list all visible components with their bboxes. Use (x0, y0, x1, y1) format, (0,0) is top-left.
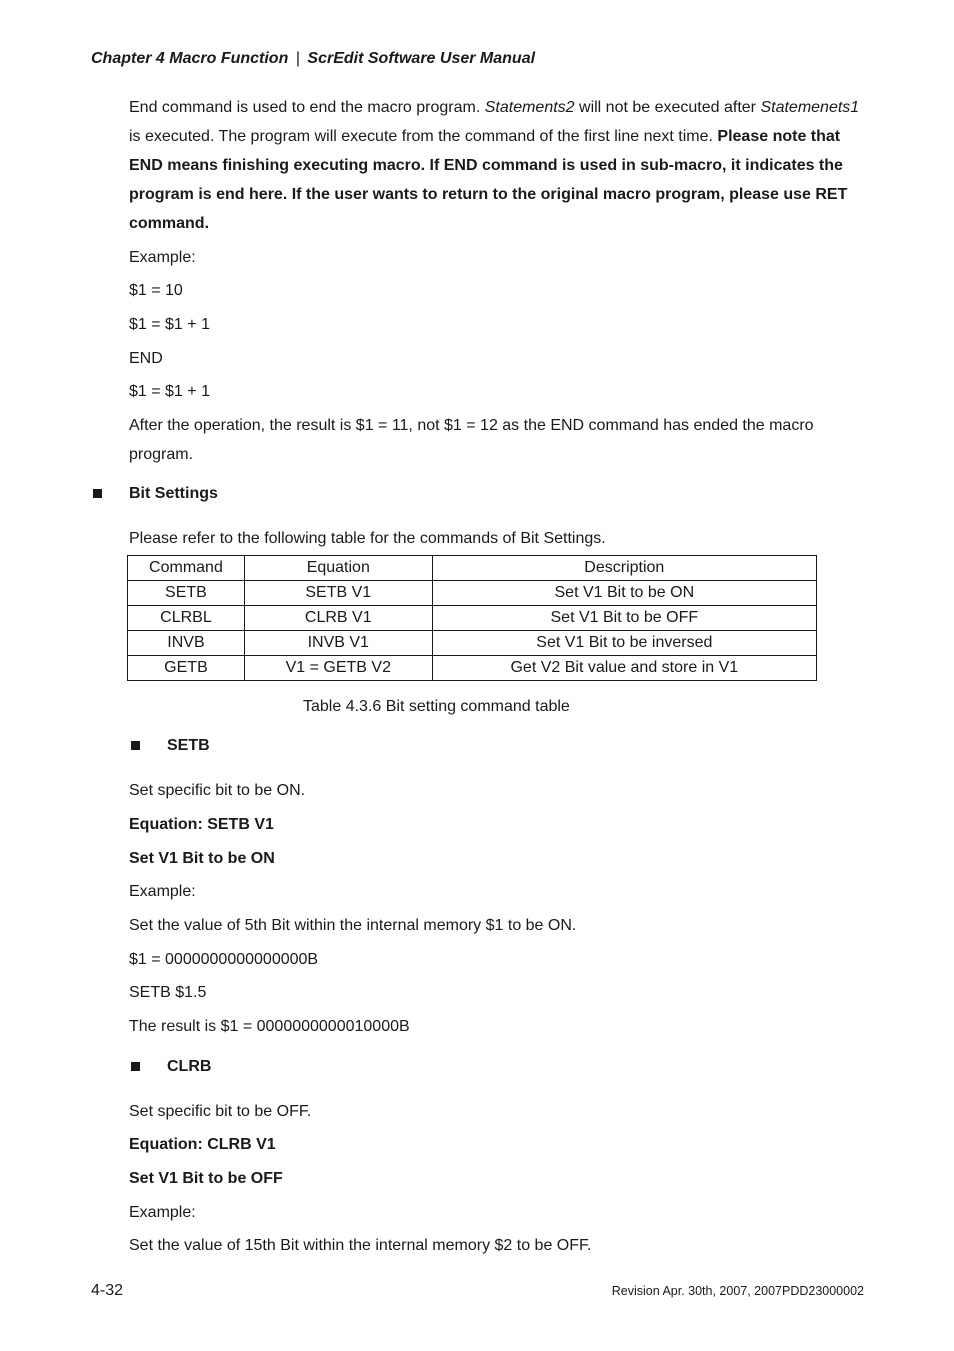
table-header-cell: Equation (244, 556, 432, 581)
end-result: After the operation, the result is $1 = 11, not $1 = 12 as the END command has ended the macro program. (129, 417, 814, 463)
end-text-statements1: Statemenets1 (760, 99, 860, 116)
table-cell: CLRB V1 (244, 606, 432, 631)
table-header-row (128, 556, 817, 581)
table-cell: INVB V1 (244, 631, 432, 656)
table-cell: V1 = GETB V2 (244, 656, 432, 681)
clrb-description: Set specific bit to be OFF. (129, 1103, 312, 1120)
end-code-line-1: $1 = 10 (129, 282, 183, 299)
bullet-square-icon (131, 741, 140, 750)
clrb-heading: CLRB (167, 1058, 212, 1075)
table-cell: Get V2 Bit value and store in V1 (432, 656, 816, 681)
setb-meaning: Set V1 Bit to be ON (129, 850, 275, 867)
end-text-1: End command is used to end the macro program. (129, 99, 485, 116)
clrb-equation: Equation: CLRB V1 (129, 1136, 276, 1153)
clrb-meaning: Set V1 Bit to be OFF (129, 1170, 283, 1187)
bullet-square-icon (93, 489, 102, 498)
revision-info: Revision Apr. 30th, 2007, 2007PDD23000002 (611, 1284, 864, 1298)
page-number: 4-32 (91, 1282, 124, 1299)
table-cell: Set V1 Bit to be ON (432, 581, 816, 606)
setb-example-description: Set the value of 5th Bit within the internal memory $1 to be ON. (129, 917, 577, 934)
header-chapter: Chapter 4 Macro Function (91, 50, 289, 67)
end-description (129, 93, 869, 238)
clrb-example-description: Set the value of 15th Bit within the internal memory $2 to be OFF. (129, 1237, 592, 1254)
table-header-cell: Description (432, 556, 816, 581)
bit-settings-heading: Bit Settings (129, 485, 218, 502)
table-row (128, 656, 817, 681)
header-separator: | (295, 50, 300, 67)
table-cell: INVB (128, 631, 245, 656)
end-text-statements2: Statements2 (484, 99, 575, 116)
table-cell: Set V1 Bit to be OFF (432, 606, 816, 631)
table-cell: GETB (128, 656, 245, 681)
bit-settings-intro: Please refer to the following table for the commands of Bit Settings. (129, 530, 606, 547)
table-header-cell: Command (128, 556, 245, 581)
end-code-line-4: $1 = $1 + 1 (129, 383, 210, 400)
end-text-3: is executed. The program will execute from the command of the first line next time. (129, 128, 718, 145)
bit-settings-table (127, 555, 817, 681)
table-row (128, 606, 817, 631)
end-text-2: will not be executed after (574, 99, 761, 116)
table-cell: SETB V1 (244, 581, 432, 606)
end-note-bold: Please note that END means finishing executing macro. If END command is used in sub-macro, it indicates the program is end here. If the user wants to return to the original macro program, please use RET command. (129, 128, 848, 232)
table-row (128, 581, 817, 606)
setb-result: The result is $1 = 0000000000010000B (129, 1018, 410, 1035)
header-manual-title: ScrEdit Software User Manual (307, 50, 536, 67)
setb-code-line-1: $1 = 0000000000000000B (129, 951, 319, 968)
table-cell: SETB (128, 581, 245, 606)
setb-example-label: Example: (129, 883, 196, 900)
running-header (91, 50, 535, 68)
setb-code-line-2: SETB $1.5 (129, 984, 207, 1001)
setb-description: Set specific bit to be ON. (129, 782, 306, 799)
table-row (128, 631, 817, 656)
end-example-label: Example: (129, 249, 196, 266)
table-caption: Table 4.3.6 Bit setting command table (303, 698, 570, 715)
end-code-line-3: END (129, 350, 163, 367)
table-cell: CLRBL (128, 606, 245, 631)
setb-equation: Equation: SETB V1 (129, 816, 274, 833)
table-cell: Set V1 Bit to be inversed (432, 631, 816, 656)
clrb-example-label: Example: (129, 1204, 196, 1221)
setb-heading: SETB (167, 737, 210, 754)
bullet-square-icon (131, 1062, 140, 1071)
end-code-line-2: $1 = $1 + 1 (129, 316, 210, 333)
